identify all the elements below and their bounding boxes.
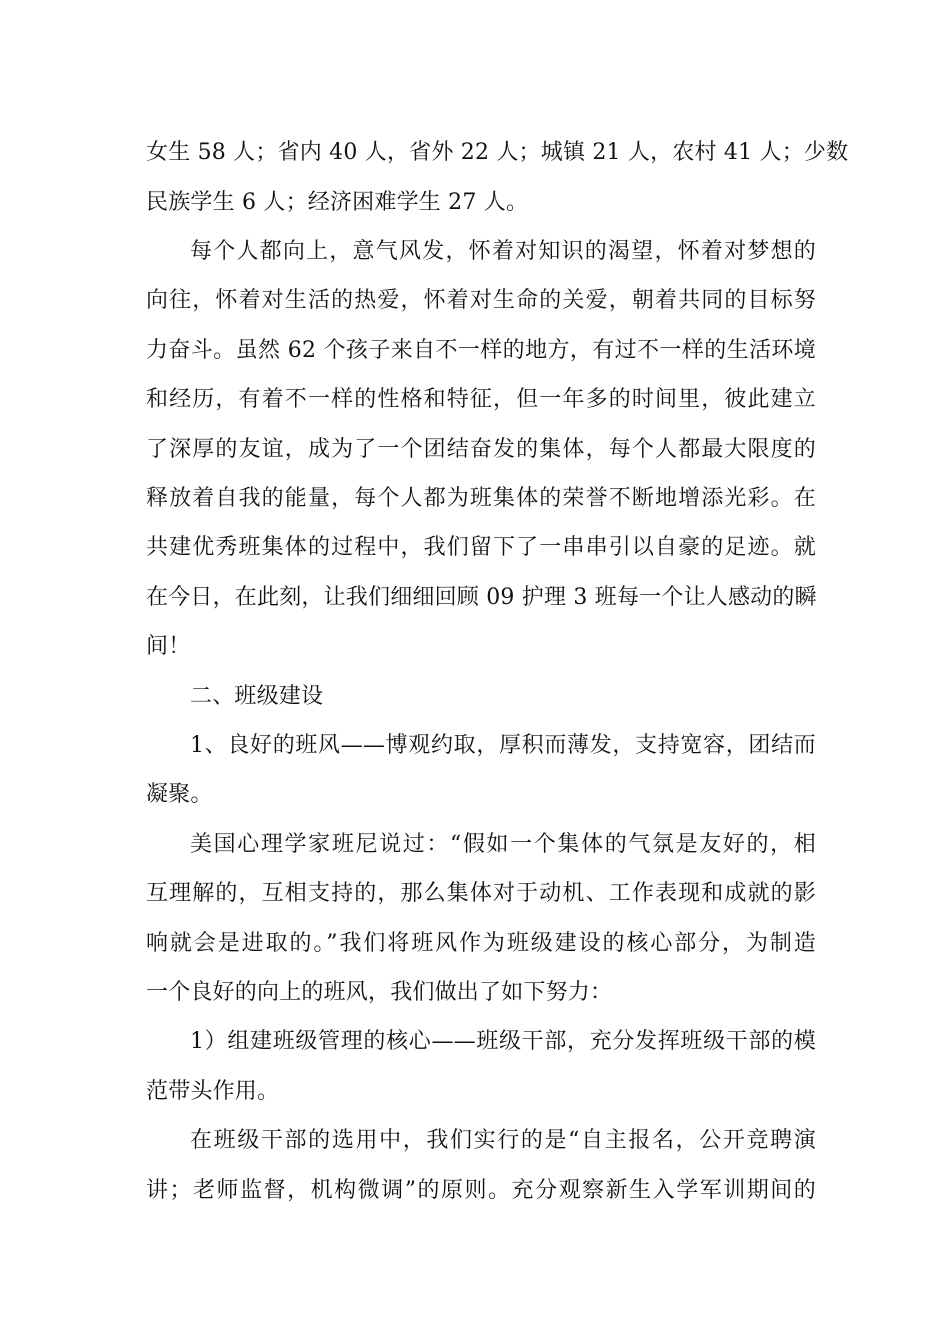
text-line-21: 在班级干部的选用中，我们实行的是“自主报名，公开竞聘演 [190, 1128, 816, 1153]
section-heading: 二、班级建设 [190, 684, 324, 709]
text-line-20: 范带头作用。 [146, 1079, 280, 1104]
text-line-9: 共建优秀班集体的过程中，我们留下了一串串引以自豪的足迹。就 [146, 535, 816, 560]
text-line-11: 间！ [146, 634, 191, 659]
text-line-3: 每个人都向上，意气风发，怀着对知识的渴望，怀着对梦想的 [190, 239, 816, 264]
text-line-22: 讲；老师监督，机构微调”的原则。充分观察新生入学军训期间的 [146, 1178, 816, 1203]
text-line-2: 民族学生 6 人；经济困难学生 27 人。 [146, 190, 529, 215]
text-line-16: 互理解的，互相支持的，那么集体对于动机、工作表现和成就的影 [146, 881, 816, 906]
text-line-18: 一个良好的向上的班风，我们做出了如下努力： [146, 980, 613, 1005]
text-line-14: 凝聚。 [146, 782, 213, 807]
text-line-8: 释放着自我的能量，每个人都为班集体的荣誉不断地增添光彩。在 [146, 486, 816, 511]
text-line-13: 1、良好的班风——博观约取，厚积而薄发，支持宽容，团结而 [190, 733, 816, 758]
text-line-15: 美国心理学家班尼说过：“假如一个集体的气氛是友好的，相 [190, 832, 816, 857]
text-line-5: 力奋斗。虽然 62 个孩子来自不一样的地方，有过不一样的生活环境 [146, 338, 816, 363]
text-line-17: 响就会是进取的。”我们将班风作为班级建设的核心部分，为制造 [146, 931, 816, 956]
text-line-4: 向往，怀着对生活的热爱，怀着对生命的关爱，朝着共同的目标努 [146, 288, 816, 313]
text-line-19: 1）组建班级管理的核心——班级干部，充分发挥班级干部的模 [190, 1029, 816, 1054]
text-line-7: 了深厚的友谊，成为了一个团结奋发的集体，每个人都最大限度的 [146, 437, 816, 462]
text-line-1: 女生 58 人；省内 40 人，省外 22 人；城镇 21 人，农村 41 人；少数 [146, 140, 849, 165]
text-line-6: 和经历，有着不一样的性格和特征，但一年多的时间里，彼此建立 [146, 387, 816, 412]
text-line-10: 在今日，在此刻，让我们细细回顾 09 护理 3 班每一个让人感动的瞬 [146, 585, 817, 610]
